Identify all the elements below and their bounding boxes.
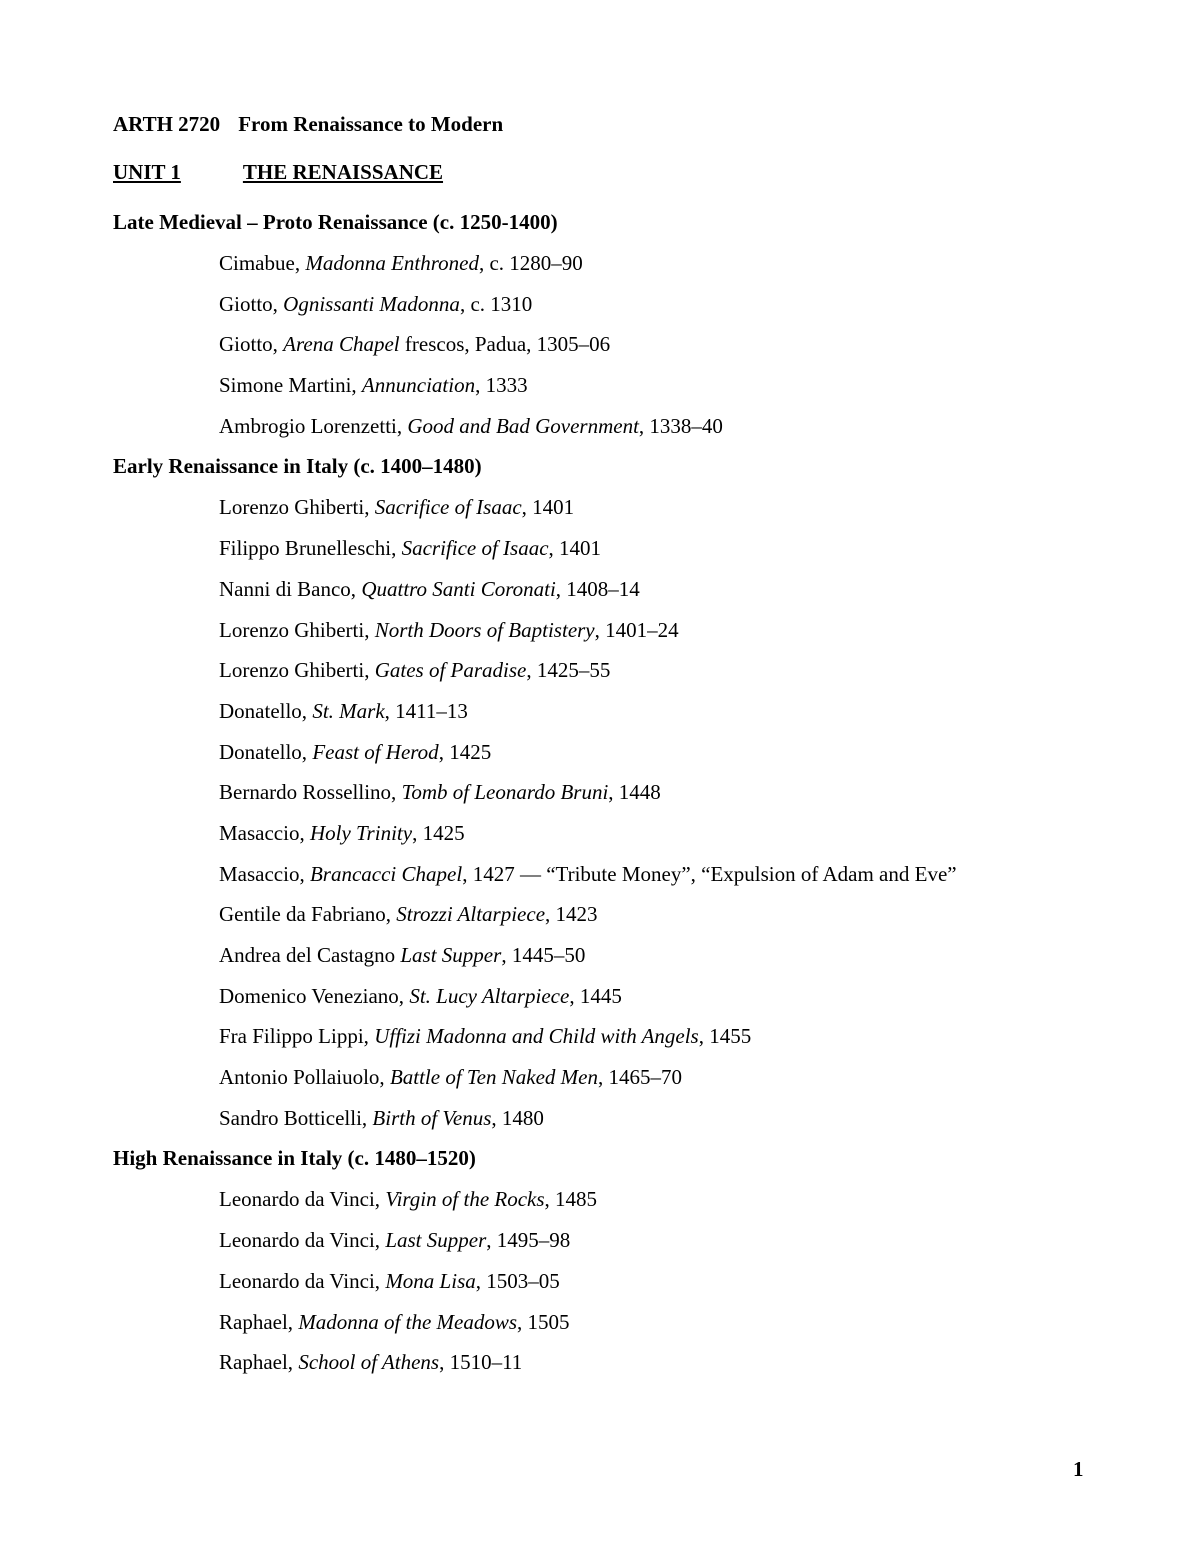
artwork-details: , 1495–98 [486,1228,571,1253]
artwork-title: Sacrifice of Isaac [374,495,522,520]
page-number: 1 [1073,1457,1084,1481]
artist-name: Leonardo da Vinci, [219,1268,386,1293]
artwork-details: frescos, Padua, 1305–06 [399,332,611,357]
artist-name: Simone Martini, [219,373,362,398]
artist-name: Sandro Botticelli, [219,1105,373,1130]
artwork-title: Quattro Santi Coronati [361,576,556,601]
artwork-entry [113,732,1153,773]
artwork-entry [113,772,1153,813]
artwork-entry [113,1220,1153,1261]
artist-name: Raphael, [219,1309,299,1334]
artist-name: Donatello, [219,739,313,764]
artwork-details: , 1338–40 [638,413,723,438]
artwork-title: Virgin of the Rocks [385,1187,545,1212]
artist-name: Andrea del Castagno [219,943,401,967]
artwork-details: , 1425 [412,820,465,845]
artwork-details: , 1448 [608,780,661,805]
artwork-details: , 1510–11 [439,1350,523,1375]
artwork-title: Tomb of Leonardo Bruni [401,780,609,805]
artist-name: Ambrogio Lorenzetti, [219,413,408,438]
artwork-details: , 1401 [548,536,602,561]
artwork-entry [113,1342,1153,1383]
artwork-title: Gates of Paradise [374,658,527,683]
artwork-entry [113,976,1153,1017]
artist-name: Filippo Brunelleschi, [219,536,402,561]
artist-name: Fra Filippo Lippi, [219,1024,375,1049]
artwork-entry [113,284,1153,325]
artist-name: Giotto, [219,291,284,316]
artwork-details: , 1425–55 [526,658,611,683]
artist-name: Leonardo da Vinci, [219,1187,386,1212]
artwork-title: Sacrifice of Isaac [401,536,549,561]
course-title-line [113,112,503,137]
artwork-title: Holy Trinity [309,820,413,845]
artwork-title: Brancacci Chapel [309,861,463,886]
course-code: ARTH 2720 [113,112,221,136]
artwork-entry [113,569,1153,610]
artwork-title: Feast of Herod [312,739,439,764]
artwork-title: Birth of Venus [372,1105,492,1130]
artwork-details: , 1408–14 [555,576,640,601]
section-list [113,202,1153,1383]
artwork-details: , c. 1310 [459,291,533,316]
artwork-details: , 1480 [491,1105,544,1130]
artist-name: Masaccio, [219,861,310,886]
unit-number: UNIT 1 [113,160,181,184]
artwork-details: , c. 1280–90 [478,251,583,275]
artwork-entry [113,691,1153,732]
artwork-entry [113,935,1153,976]
artwork-title: St. Lucy Altarpiece [409,983,570,1008]
artwork-entry [113,1098,1153,1139]
artwork-details: , 1455 [698,1024,752,1049]
artwork-entry [113,1261,1153,1302]
artwork-entry [113,1302,1153,1343]
artwork-details: , 1485 [544,1187,598,1212]
artwork-entry [113,813,1153,854]
artwork-details: , 1427 — “Tribute Money”, “Expulsion of Adam and Eve” [462,861,957,886]
artwork-details: , 1445 [569,983,622,1008]
unit-heading [113,160,443,185]
artwork-details: , 1445–50 [501,943,586,967]
artwork-entry [113,528,1153,569]
artwork-details: , 1423 [545,902,598,927]
artwork-title: Madonna Enthroned [305,251,479,275]
artwork-title: Ognissanti Madonna [283,291,460,316]
artwork-entry [113,1016,1153,1057]
artwork-title: St. Mark [312,698,385,723]
artist-name: Gentile da Fabriano, [219,902,397,927]
artwork-title: Annunciation [361,373,476,398]
artist-name: Lorenzo Ghiberti, [219,495,375,520]
artwork-entry [113,1057,1153,1098]
artist-name: Lorenzo Ghiberti, [219,658,375,683]
artist-name: Bernardo Rossellino, [219,780,402,805]
artist-name: Antonio Pollaiuolo, [219,1065,390,1090]
artwork-title: North Doors of Baptistery [374,617,595,642]
unit-title: THE RENAISSANCE [242,160,444,184]
artist-name: Domenico Veneziano, [219,983,410,1008]
section-heading: High Renaissance in Italy (c. 1480–1520) [113,1146,476,1171]
artwork-title: Uffizi Madonna and Child with Angels [374,1024,699,1049]
artist-name: Masaccio, [219,820,310,845]
artwork-entry [113,894,1153,935]
artwork-entry [113,365,1153,406]
course-title: From Renaissance to Modern [238,112,504,136]
artist-name: Nanni di Banco, [219,576,362,601]
artwork-details: , 1333 [475,373,528,398]
artwork-entry [113,243,1153,284]
artwork-details: , 1505 [517,1309,570,1334]
artwork-title: School of Athens [298,1350,440,1375]
artwork-entry [113,1179,1153,1220]
artwork-title: Good and Bad Government [407,413,639,438]
artist-name: Donatello, [219,698,313,723]
artwork-title: Battle of Ten Naked Men [389,1065,598,1090]
artwork-entry [113,324,1153,365]
artwork-entry [113,610,1153,651]
artwork-title: Last Supper [385,1228,487,1253]
artwork-details: , 1465–70 [597,1065,682,1090]
artwork-details: , 1411–13 [384,698,468,723]
artist-name: Leonardo da Vinci, [219,1228,386,1253]
artwork-details: , 1401 [521,495,575,520]
artist-name: Giotto, [219,332,284,357]
artwork-details: , 1503–05 [475,1268,560,1293]
artist-name: Cimabue, [219,251,306,275]
section-heading: Late Medieval – Proto Renaissance (c. 1250-1400) [113,210,558,234]
artwork-title: Last Supper [400,943,502,967]
artwork-entry [113,406,1153,447]
artwork-title: Mona Lisa [385,1268,476,1293]
artwork-title: Strozzi Altarpiece [396,902,546,927]
artwork-details: , 1401–24 [594,617,679,642]
artwork-entry [113,854,1153,895]
artwork-title: Arena Chapel [283,332,400,357]
artwork-title: Madonna of the Meadows [298,1309,518,1334]
artwork-entry [113,487,1153,528]
artwork-entry [113,650,1153,691]
artwork-details: , 1425 [438,739,492,764]
artist-name: Raphael, [219,1350,299,1375]
artist-name: Lorenzo Ghiberti, [219,617,375,642]
section-heading: Early Renaissance in Italy (c. 1400–1480) [113,454,482,479]
